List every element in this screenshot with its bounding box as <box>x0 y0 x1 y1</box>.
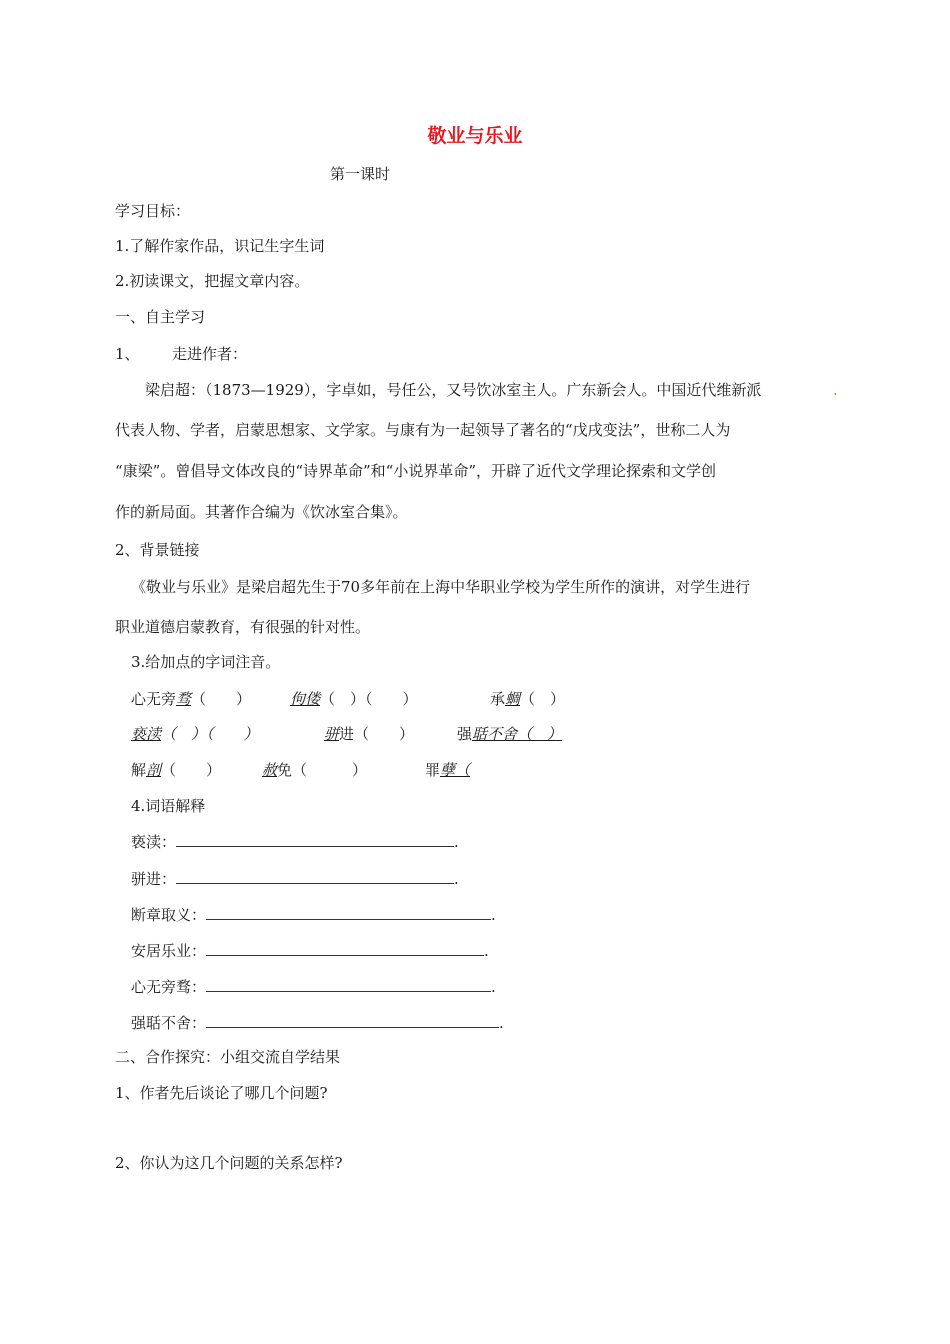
pinyin-item: 罪孽（ <box>425 761 471 779</box>
pinyin-item: 佝偻（ ）（ ） <box>290 690 418 708</box>
vocab-heading: 4.词语解释 <box>131 797 206 815</box>
goal-item: 1.了解作家作品，识记生字生词 <box>115 237 325 255</box>
pinyin-item: 骈进（ ） <box>324 725 415 743</box>
background-heading: 2、背景链接 <box>115 541 200 559</box>
lesson-label: 第一课时 <box>330 165 391 183</box>
vocab-item: 心无旁骛： . <box>131 978 496 996</box>
section-heading: 一、自主学习 <box>115 308 206 326</box>
pinyin-item: 承蜩（ ） <box>490 690 566 708</box>
answer-blank[interactable] <box>206 941 484 956</box>
vocab-item: 安居乐业： . <box>131 942 489 960</box>
section-heading: 二、合作探究：小组交流自学结果 <box>115 1048 341 1066</box>
pinyin-item: 亵渎（ ）（ ） <box>131 725 259 743</box>
author-text-line: 梁启超：（1873—1929），字卓如，号任公，又号饮冰室主人。广东新会人。中国近代维新派 <box>145 381 762 399</box>
author-heading: 走进作者： <box>172 345 248 363</box>
pinyin-heading: 3.给加点的字词注音。 <box>131 653 281 671</box>
question-item: 1、作者先后谈论了哪几个问题? <box>115 1084 328 1102</box>
question-item: 2、你认为这几个问题的关系怎样? <box>115 1154 343 1172</box>
answer-blank[interactable] <box>176 832 454 847</box>
answer-blank[interactable] <box>206 977 491 992</box>
document-title: 敬业与乐业 <box>427 125 523 147</box>
author-text-line: 作的新局面。其著作合编为《饮冰室合集》。 <box>115 503 408 521</box>
punctuation-dot-mark: . <box>833 381 838 399</box>
answer-blank[interactable] <box>206 1013 499 1028</box>
author-number: 1、 <box>115 345 140 363</box>
vocab-item: 亵渎： . <box>131 833 459 851</box>
goals-heading: 学习目标： <box>115 202 191 220</box>
author-text-line: 代表人物、学者，启蒙思想家、文学家。与康有为一起领导了著名的“戊戌变法”，世称二人为 <box>115 421 731 439</box>
answer-blank[interactable] <box>176 869 454 884</box>
pinyin-item: 心无旁骛（ ） <box>131 690 252 708</box>
pinyin-item: 解剖（ ） <box>131 761 222 779</box>
vocab-item: 断章取义： . <box>131 906 496 924</box>
pinyin-item: 赦免（ ） <box>262 761 368 779</box>
author-text-line: “康梁”。曾倡导文体改良的“诗界革命”和“小说界革命”，开辟了近代文学理论探索和文学创 <box>115 462 717 480</box>
background-text-line: 职业道德启蒙教育，有很强的针对性。 <box>115 618 371 636</box>
vocab-item: 骈进： . <box>131 870 459 888</box>
background-text-line: 《敬业与乐业》是梁启超先生于70多年前在上海中华职业学校为学生所作的演讲，对学生进行 <box>131 578 751 596</box>
pinyin-item: 强聒不舍（ ） <box>457 725 563 743</box>
answer-blank[interactable] <box>206 905 491 920</box>
goal-item: 2.初读课文，把握文章内容。 <box>115 272 310 290</box>
vocab-item: 强聒不舍： . <box>131 1014 504 1032</box>
